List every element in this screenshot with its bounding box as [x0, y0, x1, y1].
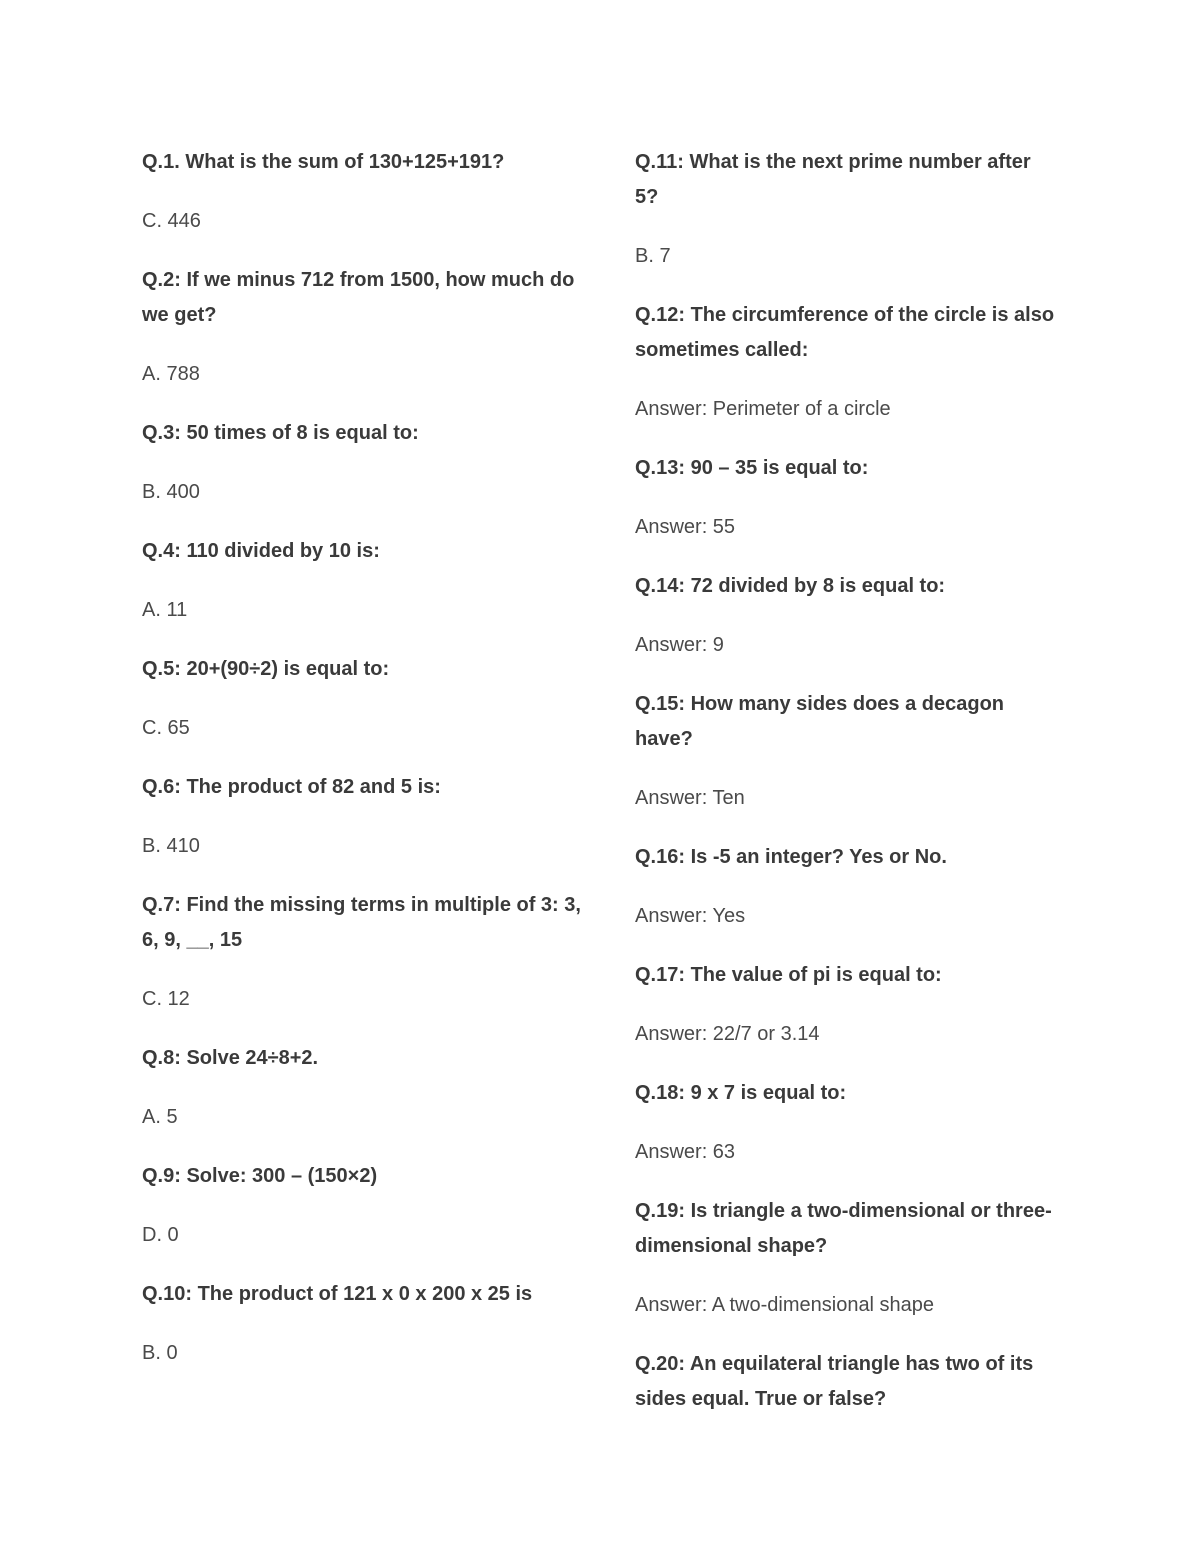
answer-17: Answer: 22/7 or 3.14	[635, 1023, 820, 1045]
question-11: Q.11: What is the next prime number after 5?	[635, 151, 1031, 208]
answer-12: Answer: Perimeter of a circle	[635, 398, 891, 420]
answer-13: Answer: 55	[635, 516, 736, 538]
question-5: Q.5: 20+(90÷2) is equal to:	[142, 658, 390, 680]
question-18: Q.18: 9 x 7 is equal to:	[635, 1082, 847, 1104]
answer-15: Answer: Ten	[635, 787, 745, 809]
question-14: Q.14: 72 divided by 8 is equal to:	[635, 575, 946, 597]
question-13: Q.13: 90 – 35 is equal to:	[635, 457, 869, 479]
question-15: Q.15: How many sides does a decagon have?	[635, 693, 1005, 750]
question-8: Q.8: Solve 24÷8+2.	[142, 1047, 319, 1069]
answer-3: B. 400	[142, 481, 200, 503]
question-6: Q.6: The product of 82 and 5 is:	[142, 776, 441, 798]
question-19: Q.19: Is triangle a two-dimensional or three-dimensional shape?	[635, 1200, 1052, 1257]
answer-19: Answer: A two-dimensional shape	[635, 1294, 935, 1316]
answer-2: A. 788	[142, 363, 200, 385]
right-column	[635, 145, 1055, 1417]
answer-1: C. 446	[142, 210, 201, 232]
question-17: Q.17: The value of pi is equal to:	[635, 964, 942, 986]
answer-8: A. 5	[142, 1106, 178, 1128]
question-10: Q.10: The product of 121 x 0 x 200 x 25 is	[142, 1283, 533, 1305]
question-3: Q.3: 50 times of 8 is equal to:	[142, 422, 419, 444]
question-20: Q.20: An equilateral triangle has two of its sides equal. True or false?	[635, 1353, 1034, 1410]
answer-14: Answer: 9	[635, 634, 724, 656]
answer-18: Answer: 63	[635, 1141, 736, 1163]
answer-16: Answer: Yes	[635, 905, 746, 927]
answer-11: B. 7	[635, 245, 671, 267]
question-12: Q.12: The circumference of the circle is also sometimes called:	[635, 304, 1055, 361]
answer-7: C. 12	[142, 988, 190, 1010]
answer-10: B. 0	[142, 1342, 178, 1364]
answer-4: A. 11	[142, 599, 188, 621]
answer-5: C. 65	[142, 717, 190, 739]
answer-9: D. 0	[142, 1224, 179, 1246]
question-7: Q.7: Find the missing terms in multiple of 3: 3, 6, 9, __, 15	[142, 894, 581, 951]
question-1: Q.1. What is the sum of 130+125+191?	[142, 151, 505, 173]
question-16: Q.16: Is -5 an integer? Yes or No.	[635, 846, 947, 868]
question-9: Q.9: Solve: 300 – (150×2)	[142, 1165, 378, 1187]
question-4: Q.4: 110 divided by 10 is:	[142, 540, 380, 562]
left-column	[142, 145, 582, 1371]
question-2: Q.2: If we minus 712 from 1500, how much do we get?	[142, 269, 575, 326]
answer-6: B. 410	[142, 835, 200, 857]
